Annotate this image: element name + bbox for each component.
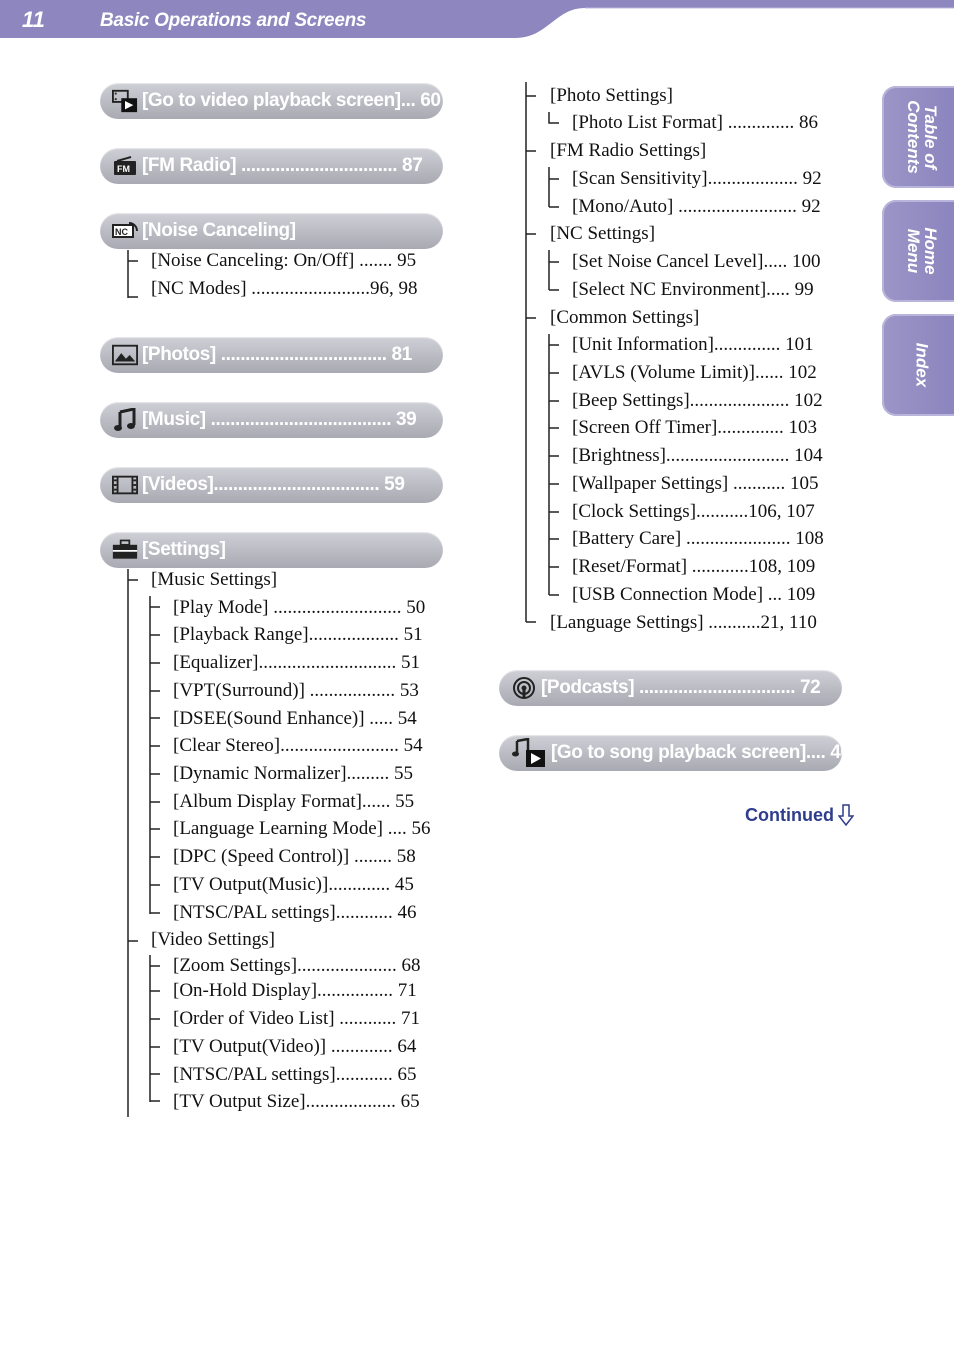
settings-item[interactable]: [On-Hold Display]................ 71 — [173, 980, 417, 1001]
settings-group-heading[interactable]: [Music Settings] — [151, 569, 278, 590]
settings-item[interactable]: [Equalizer]............................. 51 — [173, 652, 420, 673]
toolbox-icon — [112, 538, 138, 562]
settings-group-heading[interactable]: [Language Settings] ...........21, 110 — [550, 612, 817, 633]
page-header — [0, 0, 954, 40]
continued-link[interactable] — [745, 804, 854, 826]
settings-item[interactable]: [Mono/Auto] ......................... 92 — [572, 196, 821, 217]
settings-item[interactable]: [Zoom Settings]..................... 68 — [173, 955, 421, 976]
settings-item[interactable]: [NTSC/PAL settings]............ 65 — [173, 1064, 417, 1085]
film-icon — [112, 473, 138, 497]
settings-item[interactable]: [DPC (Speed Control)] ........ 58 — [173, 846, 416, 867]
settings-item[interactable]: [Clear Stereo]......................... 54 — [173, 735, 423, 756]
settings-item[interactable]: [USB Connection Mode] ... 109 — [572, 584, 816, 605]
right-tree-lines — [524, 82, 564, 634]
podcasts-label: [Podcasts] ................................ 72 — [541, 677, 821, 698]
settings-item[interactable]: [Scan Sensitivity]................... 92 — [572, 168, 822, 189]
link-fm-radio[interactable] — [100, 148, 443, 184]
song-playback-icon — [511, 741, 547, 765]
link-video-playback-screen[interactable] — [100, 83, 443, 119]
tab-home-menu[interactable]: Home Menu — [882, 200, 954, 302]
link-photos[interactable] — [100, 337, 443, 373]
noise-canceling-label: [Noise Canceling] — [142, 220, 296, 241]
noise-canceling-icon — [112, 219, 138, 243]
video-playback-icon — [112, 89, 138, 113]
settings-item[interactable]: [Order of Video List] ............ 71 — [173, 1008, 421, 1029]
music-icon — [112, 408, 138, 432]
settings-group-heading[interactable]: [Common Settings] — [550, 307, 700, 328]
noise-tree-lines — [126, 250, 146, 300]
noise-item[interactable]: [NC Modes] .........................96, 98 — [151, 278, 418, 299]
settings-item[interactable]: [TV Output Size]................... 65 — [173, 1091, 420, 1112]
settings-item[interactable]: [Select NC Environment]..... 99 — [572, 279, 814, 300]
settings-item[interactable]: [Clock Settings]...........106, 107 — [572, 501, 815, 522]
videos-label: [Videos].................................. 59 — [142, 474, 405, 495]
settings-item[interactable]: [VPT(Surround)] .................. 53 — [173, 680, 419, 701]
settings-item[interactable]: [Album Display Format]...... 55 — [173, 791, 415, 812]
settings-item[interactable]: [Set Noise Cancel Level]..... 100 — [572, 251, 821, 272]
noise-item[interactable]: [Noise Canceling: On/Off] ....... 95 — [151, 250, 417, 271]
settings-item[interactable]: [TV Output(Music)]............. 45 — [173, 874, 414, 895]
settings-group-heading[interactable]: [NC Settings] — [550, 223, 656, 244]
settings-group-heading[interactable]: [Photo Settings] — [550, 85, 673, 106]
svg-text:NC: NC — [115, 227, 128, 237]
settings-item[interactable]: [Wallpaper Settings] ........... 105 — [572, 473, 819, 494]
song-playback-label: [Go to song playback screen].... 40 — [551, 742, 851, 763]
page-number: 11 — [22, 7, 45, 32]
settings-item[interactable]: [DSEE(Sound Enhance)] ..... 54 — [173, 708, 417, 729]
link-podcasts[interactable] — [499, 670, 842, 706]
link-videos[interactable] — [100, 467, 443, 503]
link-noise-canceling[interactable] — [100, 213, 443, 249]
settings-item[interactable]: [Reset/Format] ............108, 109 — [572, 556, 816, 577]
settings-item[interactable]: [Beep Settings]..................... 102 — [572, 390, 823, 411]
svg-text:FM: FM — [117, 164, 130, 174]
settings-item[interactable]: [NTSC/PAL settings]............ 46 — [173, 902, 417, 923]
section-title: Basic Operations and Screens — [100, 10, 367, 31]
settings-item[interactable]: [Language Learning Mode] .... 56 — [173, 818, 431, 839]
video-playback-label: [Go to video playback screen]... 60 — [142, 90, 441, 111]
tab-index[interactable]: Index — [882, 314, 954, 416]
settings-item[interactable]: [Screen Off Timer].............. 103 — [572, 417, 818, 438]
photo-icon — [112, 343, 138, 367]
settings-tree-lines — [126, 569, 166, 1119]
settings-item[interactable]: [Unit Information].............. 101 — [572, 334, 814, 355]
podcast-icon — [511, 676, 537, 700]
settings-item[interactable]: [TV Output(Video)] ............. 64 — [173, 1036, 417, 1057]
arrow-down-icon — [838, 804, 854, 826]
settings-group-heading[interactable]: [FM Radio Settings] — [550, 140, 707, 161]
settings-item[interactable]: [Dynamic Normalizer]......... 55 — [173, 763, 414, 784]
settings-item[interactable]: [Battery Care] ...................... 108 — [572, 528, 824, 549]
continued-label: Continued — [745, 804, 834, 825]
link-music[interactable] — [100, 402, 443, 438]
settings-label: [Settings] — [142, 539, 226, 560]
settings-item[interactable]: [Photo List Format] .............. 86 — [572, 112, 818, 133]
settings-item[interactable]: [Brightness].......................... 104 — [572, 445, 823, 466]
link-song-playback-screen[interactable] — [499, 735, 851, 771]
settings-group-heading[interactable]: [Video Settings] — [151, 929, 275, 950]
music-label: [Music] ..................................... 39 — [142, 409, 417, 430]
settings-item[interactable]: [Play Mode] ........................... 50 — [173, 597, 426, 618]
settings-item[interactable]: [Playback Range]................... 51 — [173, 624, 423, 645]
settings-item[interactable]: [AVLS (Volume Limit)]...... 102 — [572, 362, 817, 383]
photos-label: [Photos] .................................. 81 — [142, 344, 412, 365]
fm-radio-icon — [112, 154, 138, 178]
link-settings[interactable] — [100, 532, 443, 568]
fm-radio-label: [FM Radio] ................................ 87 — [142, 155, 423, 176]
tab-table-of-contents[interactable]: Table of Contents — [882, 86, 954, 188]
